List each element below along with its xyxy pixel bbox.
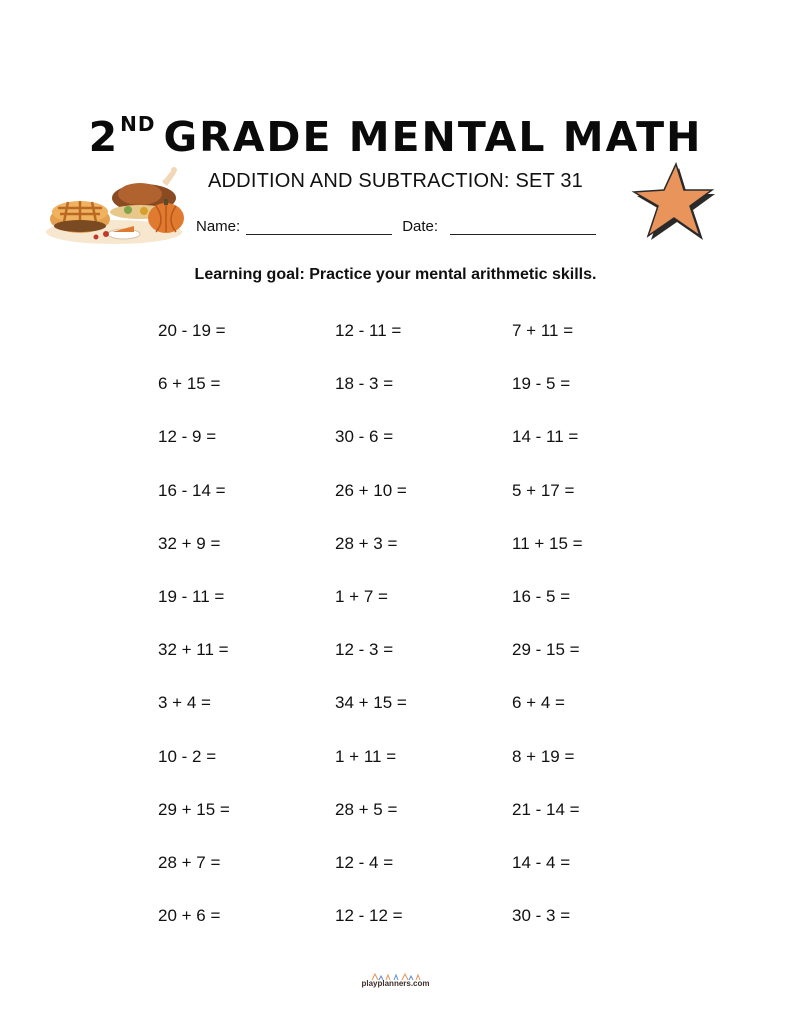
- math-problem: 12 - 3 =: [335, 640, 394, 659]
- title-ordinal: ND: [120, 112, 156, 136]
- orange-star-illustration: [628, 158, 716, 246]
- title-text: GRADE MENTAL MATH: [163, 113, 703, 161]
- name-field[interactable]: [246, 216, 392, 235]
- page-title: [0, 94, 791, 167]
- footer-site: playplanners.com: [361, 979, 430, 988]
- math-problem: 1 + 7 =: [335, 587, 388, 606]
- math-problem: 12 - 4 =: [335, 853, 394, 872]
- thanksgiving-food-illustration: [44, 164, 186, 248]
- math-problem: 20 - 19 =: [158, 321, 226, 340]
- math-problem: 19 - 5 =: [512, 374, 571, 393]
- date-field[interactable]: [450, 216, 596, 235]
- math-problem: 21 - 14 =: [512, 800, 580, 819]
- date-label: Date:: [402, 218, 439, 235]
- math-problem: 28 + 3 =: [335, 534, 398, 553]
- math-problem: 12 - 9 =: [158, 427, 217, 446]
- name-date-row: [196, 216, 596, 238]
- math-problem: 3 + 4 =: [158, 693, 211, 712]
- math-problem: 12 - 12 =: [335, 906, 403, 925]
- math-problem: 8 + 19 =: [512, 747, 575, 766]
- math-problem: 29 + 15 =: [158, 800, 230, 819]
- worksheet-subtitle: ADDITION AND SUBTRACTION: SET 31: [208, 170, 583, 192]
- math-problem: 28 + 5 =: [335, 800, 398, 819]
- math-problem: 26 + 10 =: [335, 481, 407, 500]
- math-problem: 10 - 2 =: [158, 747, 217, 766]
- math-problem: 30 - 3 =: [512, 906, 571, 925]
- title-number: 2: [88, 113, 120, 161]
- math-problem: 32 + 11 =: [158, 640, 229, 659]
- math-problem: 34 + 15 =: [335, 693, 407, 712]
- math-problem: 12 - 11 =: [335, 321, 402, 340]
- math-problem: 16 - 5 =: [512, 587, 571, 606]
- learning-goal: Learning goal: Practice your mental arithmetic skills.: [194, 266, 597, 283]
- math-problem: 32 + 9 =: [158, 534, 221, 553]
- math-problem: 19 - 11 =: [158, 587, 225, 606]
- name-label: Name:: [196, 218, 241, 235]
- math-problem: 14 - 11 =: [512, 427, 579, 446]
- math-problem: 6 + 4 =: [512, 693, 565, 712]
- math-problem: 5 + 17 =: [512, 481, 575, 500]
- math-problem: 6 + 15 =: [158, 374, 221, 393]
- math-problem: 7 + 11 =: [512, 321, 574, 340]
- math-problem: 14 - 4 =: [512, 853, 571, 872]
- math-problem: 16 - 14 =: [158, 481, 226, 500]
- math-problem: 11 + 15 =: [512, 534, 583, 553]
- math-problem: 30 - 6 =: [335, 427, 394, 446]
- math-problem: 28 + 7 =: [158, 853, 221, 872]
- math-problem: 1 + 11 =: [335, 747, 397, 766]
- math-problem: 29 - 15 =: [512, 640, 580, 659]
- math-problem: 20 + 6 =: [158, 906, 221, 925]
- math-problem: 18 - 3 =: [335, 374, 394, 393]
